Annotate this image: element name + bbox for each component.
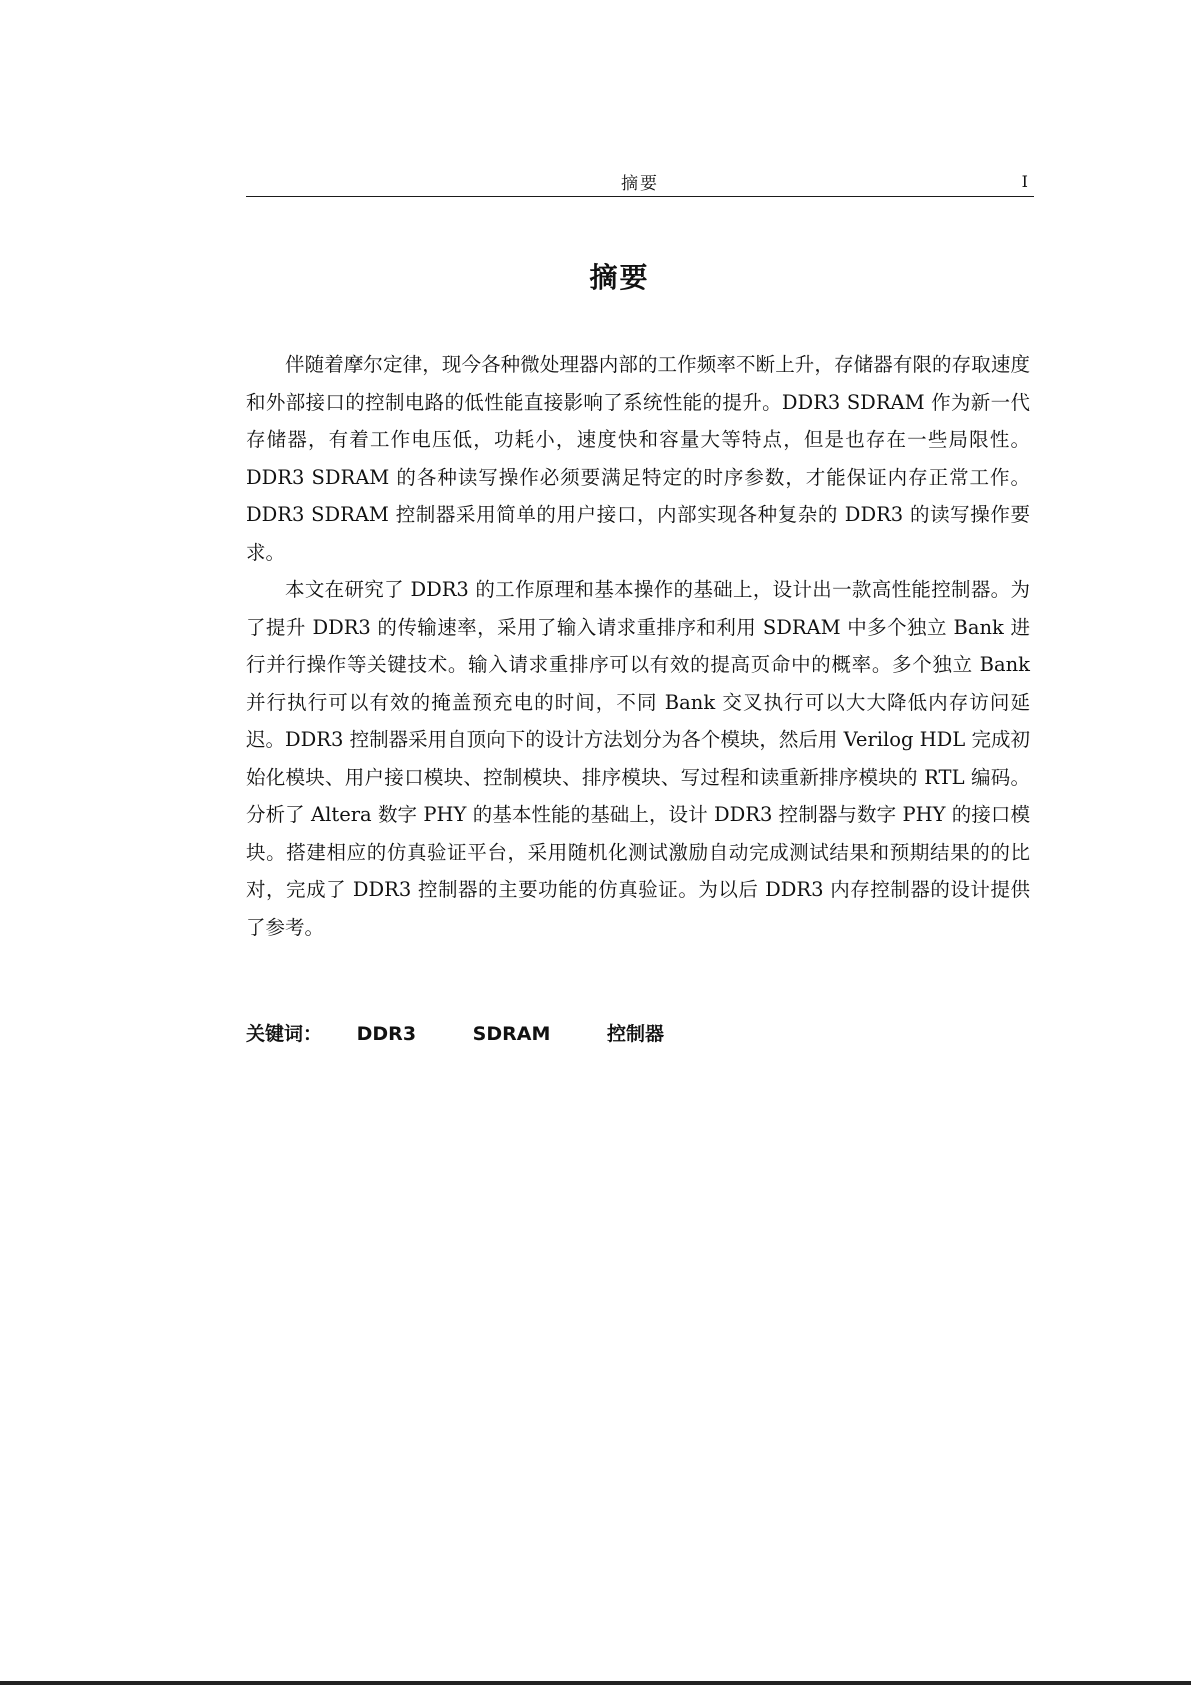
abstract-paragraph-1: 伴随着摩尔定律，现今各种微处理器内部的工作频率不断上升，存储器有限的存取速度和外部接口的控制电路的低性能直接影响了系统性能的提升。DDR3 SDRAM 作为新一代存储器，有着工作电压低，功耗小，速度快和容量大等特点，但是也存在一些局限性。DDR3 SDRAM 的各种读写操作必须要满足特定的时序参数，才能保证内存正常工作。DDR3 SDRAM 控制器采用简单的用户接口，内部实现各种复杂的 DDR3 的读写操作要求。 — [246, 353, 1030, 564]
abstract-title: 摘要 — [589, 261, 650, 294]
keywords-label: 关键词： — [246, 1023, 323, 1045]
keyword-item: DDR3 — [356, 1023, 417, 1045]
keywords-line — [246, 1019, 714, 1046]
page-bottom-edge — [0, 1681, 1191, 1685]
page-number: I — [1021, 172, 1028, 191]
running-header-title: 摘要 — [621, 174, 659, 194]
keyword-item: SDRAM — [472, 1023, 551, 1045]
abstract-body — [246, 346, 1030, 946]
abstract-paragraph-2: 本文在研究了 DDR3 的工作原理和基本操作的基础上，设计出一款高性能控制器。为了提升 DDR3 的传输速率，采用了输入请求重排序和利用 SDRAM 中多个独立 Bank 进行并行操作等关键技术。输入请求重排序可以有效的提高页命中的概率。多个独立 Bank 并行执行可以有效的掩盖预充电的时间，不同 Bank 交叉执行可以大大降低内存访问延迟。DDR3 控制器采用自顶向下的设计方法划分为各个模块，然后用 Verilog HDL 完成初始化模块、用户接口模块、控制模块、排序模块、写过程和读重新排序模块的 RTL 编码。分析了 Altera 数字 PHY 的基本性能的基础上，设计 DDR3 控制器与数字 PHY 的接口模块。搭建相应的仿真验证平台，采用随机化测试激励自动完成测试结果和预期结果的的比对，完成了 DDR3 控制器的主要功能的仿真验证。为以后 DDR3 内存控制器的设计提供了参考。 — [246, 578, 1030, 939]
running-header — [246, 168, 1034, 197]
keyword-item: 控制器 — [607, 1023, 665, 1045]
